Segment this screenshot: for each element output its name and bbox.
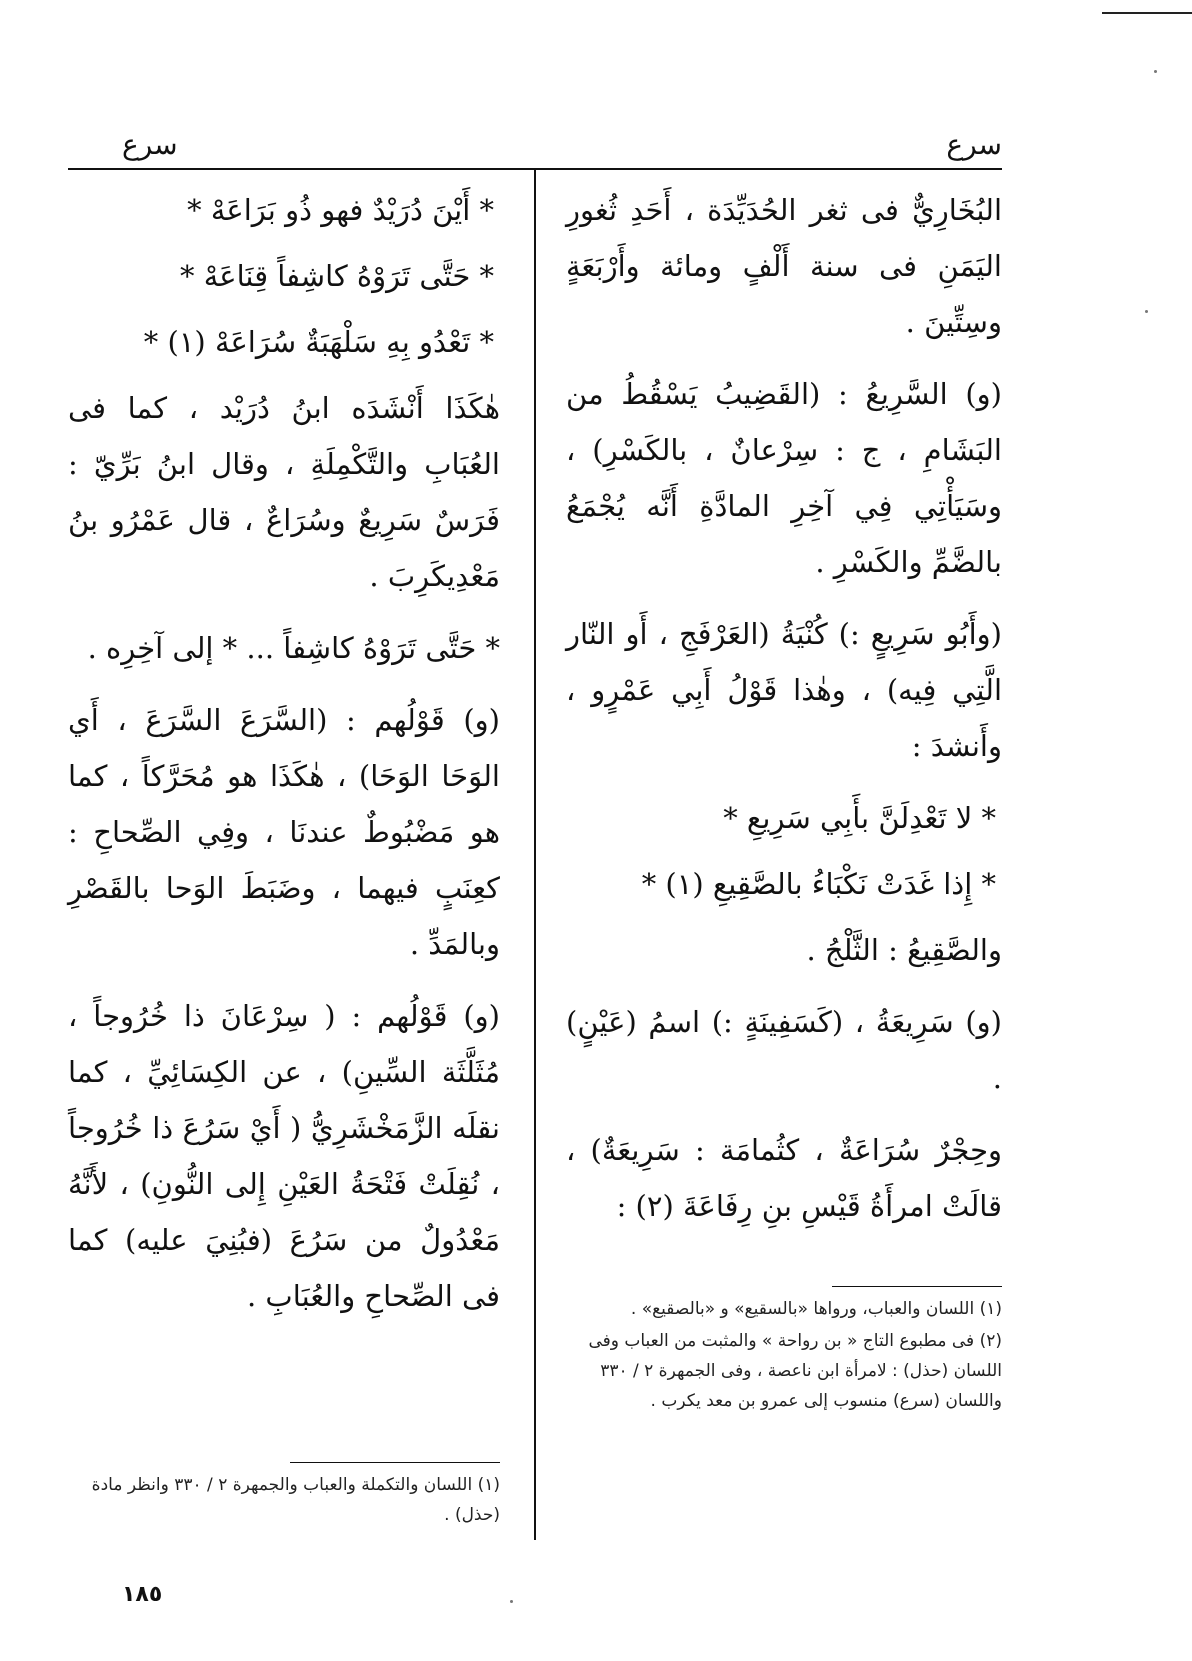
right-verse: * لا تَعْدِلَنَّ بأَبِي سَرِيعِ * (723, 801, 996, 835)
column-divider (534, 170, 536, 1540)
left-paragraph: (و) قَوْلُهم : (السَّرَعَ السَّرَعَ ، أَي الوَحَا الوَحَا) ، هٰكَذَا هو مُحَرَّكاً ، كما هو مَضْبُوطٌ عندنَا ، وفِي الصِّحاحِ : كعِنَبٍ فيهما ، وضَبَطَ الوَحا بالقَصْرِ وبالمَدِّ . (68, 703, 500, 961)
left-paragraph: هٰكَذَا أَنْشَدَه ابنُ دُرَيْد ، كما فى العُبَابِ والتَّكْمِلَةِ ، وقال ابنُ بَرِّيّ : فَرَسٌ سَرِيعٌ وسُرَاعٌ ، قال عَمْرُو بنُ مَعْدِيكَرِبَ . (68, 391, 500, 593)
running-header-right: سرع (946, 128, 1002, 161)
right-paragraph: (و) سَرِيعَةُ ، (كَسَفِينَةٍ :) اسمُ (عَيْنٍ) . (566, 1005, 1002, 1095)
right-paragraph: وحِجْرٌ سُرَاعَةٌ ، كثُمامَة : سَرِيعَةٌ) ، قالَتْ امرأَةُ قَيْسِ بنِ رِفَاعَةَ (٢) : (566, 1133, 1002, 1223)
running-header-left: سرع (122, 128, 178, 161)
left-paragraph: (و) قَوْلُهم : ( سِرْعَانَ ذا خُرُوجاً ، مُثَلَّثَة السِّينِ) ، عن الكِسَائِيِّ ، كما نقلَه الزَّمَخْشَرِيُّ ( أَيْ سَرُعَ ذا خُرُوجاً ، نُقِلَتْ فَتْحَةُ العَيْنِ إِلى النُّونِ) ، لأَنَّهُ مَعْدُولٌ من سَرُعَ (فبُنِيَ عليه) كما فى الصِّحاحِ والعُبَابِ . (68, 999, 500, 1313)
left-verse: * تَعْدُو بِهِ سَلْهَبَةٌ سُرَاعَهْ (١) * (143, 325, 494, 359)
left-verse: * أَيْنَ دُرَيْدٌ فهو ذُو بَرَاعَهْ * (187, 193, 494, 227)
footnote-rule-left (290, 1462, 500, 1463)
footnote: (٢) فى مطبوع التاج « بن رواحة » والمثبت من العباب وفى اللسان (حذل) : لامرأة ابن ناعصة ، وفى الجمهرة ٢ / ٣٣٠ واللسان (سرع) منسوب إلى عمرو بن معد يكرب . (588, 1331, 1002, 1411)
top-edge-rule (1102, 12, 1192, 14)
footnote: (١) اللسان والعباب، ورواها «بالسقيع» و «بالصقيع» . (630, 1299, 1002, 1319)
left-column (68, 182, 500, 1340)
footnotes-right (566, 1294, 1002, 1418)
footnote: (١) اللسان والتكملة والعباب والجمهرة ٢ / ٣٣٠ وانظر مادة (حذل) . (91, 1475, 500, 1525)
right-paragraph: (وأَبُو سَرِيعٍ :) كُنْيَةُ (العَرْفَجِ ، أَو النّار الَّتِي فِيه) ، وهٰذا قَوْلُ أَبِي عَمْرٍو ، وأَنشدَ : (566, 617, 1002, 763)
right-paragraph: البُخَارِيٌّ فى ثغر الحُدَيِّدَة ، أَحَدِ ثُغورِ اليَمَنِ فى سنة أَلْفٍ ومائة وأَرْبَعَةٍ وسِتِّينَ . (566, 193, 1002, 339)
left-paragraph: * حَتَّى تَرَوْهُ كاشِفاً ... * إلى آخِرِه . (87, 631, 500, 665)
scan-speck (1154, 70, 1157, 73)
scan-speck (510, 1600, 513, 1603)
right-column (566, 182, 1002, 1250)
right-paragraph: (و) السَّرِيعُ : (القَضِيبُ يَسْقُطُ من البَشَامِ ، ج : سِرْعانٌ ، بالكَسْرِ) ، وسَيَأْتِي فِي آخِرِ المادَّةِ أَنَّه يُجْمَعُ بالضَّمِّ والكَسْرِ . (566, 377, 1002, 579)
left-verse: * حَتَّى تَرَوْهُ كاشِفاً قِنَاعَهْ * (180, 259, 494, 293)
footnotes-left (68, 1470, 500, 1532)
scan-speck (1145, 310, 1148, 313)
footnote-rule-right (832, 1286, 1002, 1287)
right-paragraph: والصَّقِيعُ : الثَّلْجُ . (806, 933, 1002, 967)
right-verse: * إِذا غَدَتْ نَكْبَاءُ بالصَّقِيعِ (١) * (641, 867, 996, 901)
page-number: ١٨٥ (122, 1582, 163, 1607)
